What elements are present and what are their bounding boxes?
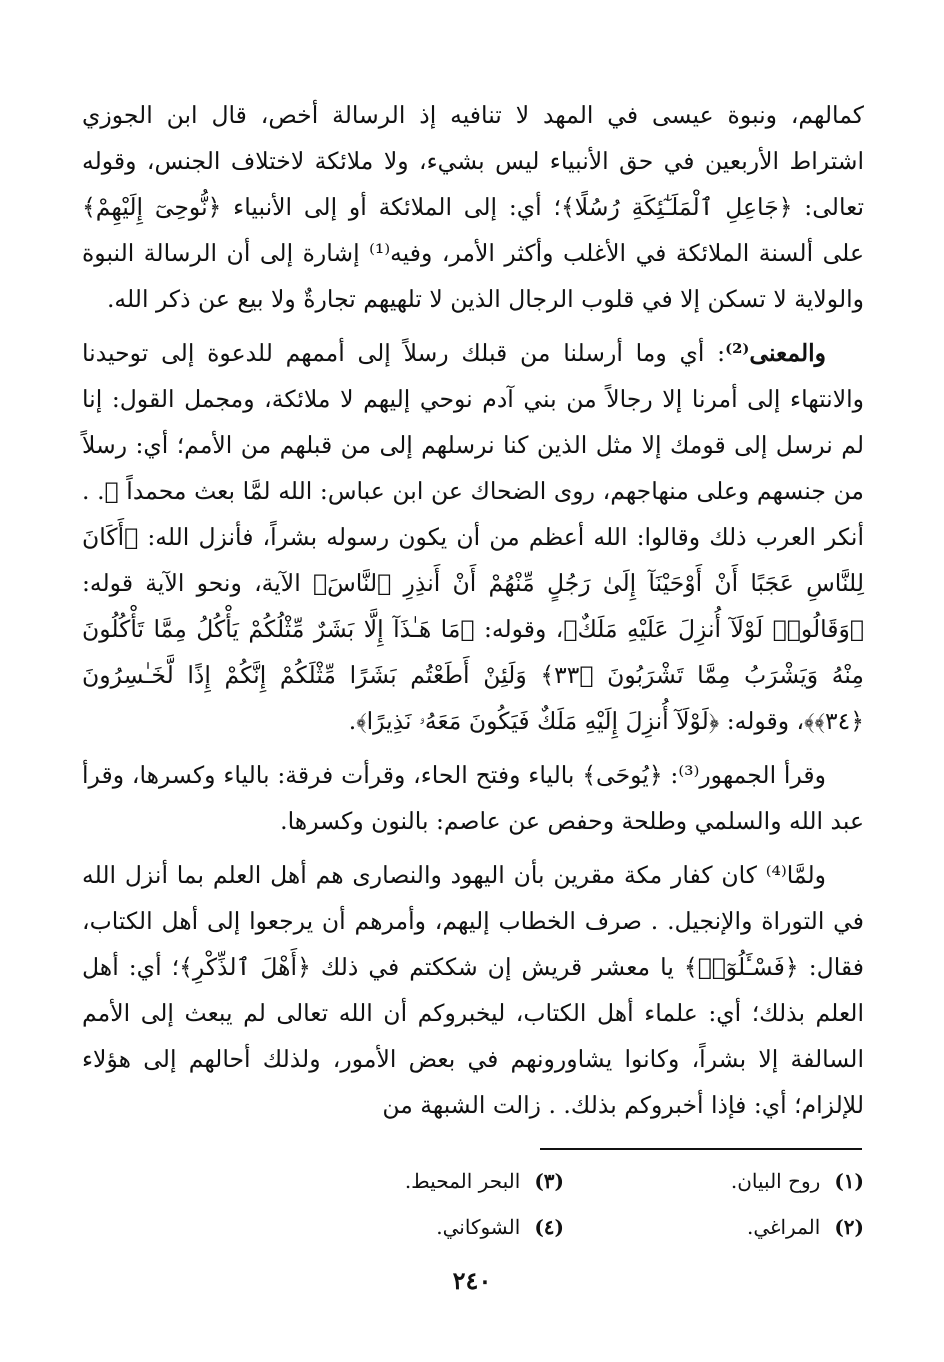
paragraph-1 [82,92,864,322]
paragraph-3 [82,752,864,844]
footnote-divider [540,1148,862,1150]
footnote-number: (١) [834,1169,864,1193]
footnote-1 [564,1158,864,1204]
paragraph-1-text: كمالهم، ونبوة عيسى في المهد لا تنافيه إذ الرسالة أخص، قال ابن الجوزي اشتراط الأربعين في حق الأنبياء ليس بشيء، ولا ملائكة لاختلاف الجنس، وقوله تعالى: ﴿جَاعِلِ ٱلْمَلَـٰٓئِكَةِ رُسُلًا﴾؛ أي: إلى الملائكة أو إلى الأنبياء ﴿نُّوحِىٓ إِلَيْهِمْ﴾ على ألسنة الملائكة في الأغلب وأكثر الأمر، وفيه⁽¹⁾ إشارة إلى أن الرسالة النبوة والولاية لا تسكن إلا في قلوب الرجال الذين لا تلهيهم تجارةٌ ولا بيع عن ذكر الله. [82,101,864,313]
footnote-row [82,1204,864,1250]
main-text [82,92,864,1136]
footnote-row [82,1158,864,1204]
footnotes [82,1158,864,1250]
footnote-number: (٣) [534,1169,564,1193]
paragraph-3-text: وقرأ الجمهور⁽³⁾: ﴿يُوحَى﴾ بالياء وفتح الحاء، وقرأت فرقة: بالياء وكسرها، وقرأ عبد الله والسلمي وطلحة وحفص عن عاصم: بالنون وكسرها. [82,761,864,835]
paragraph-4-text: ولمَّا⁽⁴⁾ كان كفار مكة مقرين بأن اليهود والنصارى هم أهل العلم بما أنزل الله في التوراة والإنجيل. . صرف الخطاب إليهم، وأمرهم أن يرجعوا إلى أهل الكتاب، فقال: ﴿فَسْـَٔلُوٓا۟﴾ يا معشر قريش إن شككتم في ذلك ﴿أَهْلَ ٱلذِّكْرِ﴾؛ أي: أهل العلم بذلك؛ أي: علماء أهل الكتاب، ليخبروكم أن الله تعالى لم يبعث إلى الأمم السالفة إلا بشراً، وكانوا يشاورونهم في بعض الأمور، ولذلك أحالهم إلى هؤلاء للإلزام؛ أي: فإذا أخبروكم بذلك. . زالت الشبهة من [82,861,864,1119]
footnote-number: (٤) [534,1215,564,1239]
paragraph-2 [82,330,864,744]
paragraph-2-text: : أي وما أرسلنا من قبلك رسلاً إلى أممهم للدعوة إلى توحيدنا والانتهاء إلى أمرنا إلا رجالاً من بني آدم نوحي إليهم لا ملائكة، ومجمل القول: إنا لم نرسل إلى قومك إلا مثل الذين كنا نرسلهم إلى من قبلهم من الأمم؛ أي: رسلاً من جنسهم وعلى منهاجهم، روى الضحاك عن ابن عباس: الله لمَّا بعث محمداً ﷺ. . أنكر العرب ذلك وقالوا: الله أعظم من أن يكون رسوله بشراً، فأنزل الله: ﴿أَكَانَ لِلنَّاسِ عَجَبًا أَنْ أَوْحَيْنَآ إِلَىٰ رَجُلٍ مِّنْهُمْ أَنْ أَنذِرِ ٱلنَّاسَ﴾ الآية، ونحو الآية قوله: ﴿وَقَالُوا۟ لَوْلَآ أُنزِلَ عَلَيْهِ مَلَكٌ﴾، وقوله: ﴿مَا هَـٰذَآ إِلَّا بَشَرٌ مِّثْلُكُمْ يَأْكُلُ مِمَّا تَأْكُلُونَ مِنْهُ وَيَشْرَبُ مِمَّا تَشْرَبُونَ ﴿٣٣﴾ وَلَئِنْ أَطَعْتُم بَشَرًا مِّثْلَكُمْ إِنَّكُمْ إِذًا لَّخَـٰسِرُونَ ﴿٣٤﴾﴾، وقوله: ﴿لَوْلَآ أُنزِلَ إِلَيْهِ مَلَكٌ فَيَكُونَ مَعَهُۥ نَذِيرًا﴾. [82,339,864,735]
paragraph-2-lead: والمعنى⁽²⁾ [725,339,826,367]
footnote-number: (٢) [834,1215,864,1239]
footnote-2 [564,1204,864,1250]
footnote-text: المراغي. [747,1215,821,1239]
footnote-4 [264,1204,564,1250]
paragraph-4 [82,852,864,1128]
footnote-text: روح البيان. [730,1169,821,1193]
footnote-text: الشوكاني. [436,1215,521,1239]
footnote-text: البحر المحيط. [404,1169,521,1193]
footnote-3 [264,1158,564,1204]
page-number: ٢٤٠ [452,1266,492,1295]
